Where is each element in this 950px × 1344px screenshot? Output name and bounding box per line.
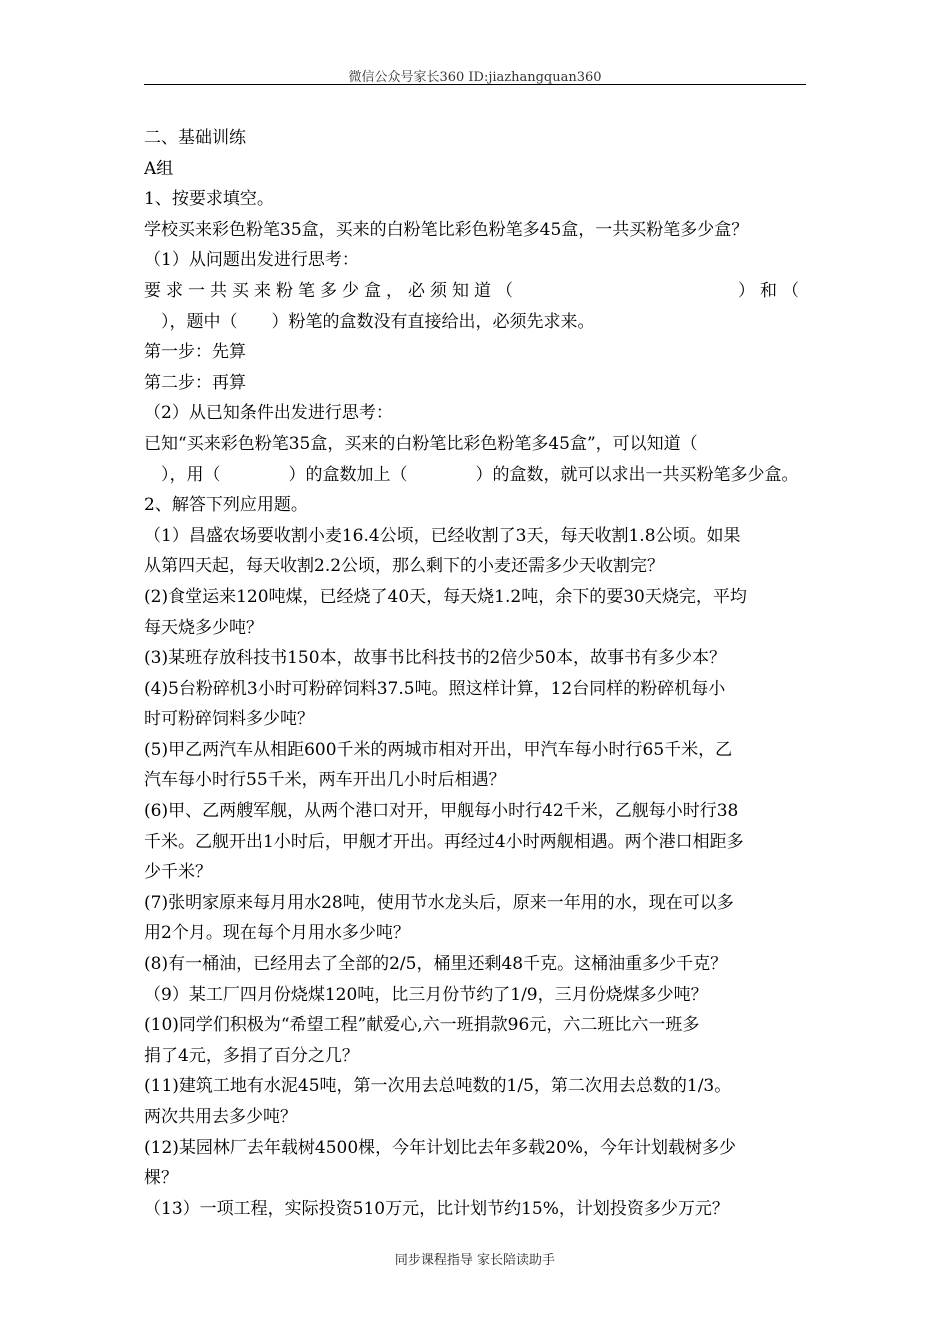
- question-text: 千米。乙舰开出1小时后，甲舰才开出。再经过4小时两舰相遇。两个港口相距多: [144, 831, 744, 852]
- question-text: 棵？: [144, 1168, 178, 1189]
- question-text: （9）某工厂四月份烧煤120吨，比三月份节约了1/9，三月份烧煤多少吨？: [144, 984, 708, 1005]
- question-text: (11)建筑工地有水泥45吨，第一次用去总吨数的1/5，第二次用去总数的1/3。: [144, 1076, 732, 1097]
- question-text: (2)食堂运来120吨煤，已经烧了40天，每天烧1.2吨，余下的要30天烧完，平均: [144, 586, 747, 607]
- page-footer: 同步课程指导 家长陪读助手: [394, 1253, 556, 1268]
- question-text: 用2个月。现在每个月用水多少吨？: [144, 923, 410, 944]
- question-text: （1）从问题出发进行思考：: [144, 250, 359, 271]
- question-text: 汽车每小时行55千米，两车开出几小时后相遇？: [144, 770, 506, 791]
- question-text: （1）昌盛农场要收割小麦16.4公顷，已经收割了3天，每天收割1.8公顷。如果: [144, 525, 741, 546]
- question-text: (10)同学们积极为“希望工程”献爱心,六一班捐款96元，六二班比六一班多: [144, 1015, 700, 1036]
- question-text: （13）一项工程，实际投资510万元，比计划节约15%，计划投资多少万元？: [144, 1198, 729, 1219]
- header-divider: [144, 84, 806, 85]
- question-text: (8)有一桶油，已经用去了全部的2/5，桶里还剩48千克。这桶油重多少千克？: [144, 954, 728, 975]
- page-header: 微信公众号家长360 ID:jiazhangquan360: [348, 70, 602, 85]
- question-text: (5)甲乙两汽车从相距600千米的两城市相对开出，甲汽车每小时行65千米，乙: [144, 739, 733, 760]
- question-text: 每天烧多少吨？: [144, 617, 263, 638]
- group-label: A组: [144, 158, 174, 179]
- question-heading: 2、解答下列应用题。: [144, 495, 308, 516]
- question-text: (3)某班存放科技书150本，故事书比科技书的2倍少50本，故事书有多少本？: [144, 648, 726, 669]
- question-text: 时可粉碎饲料多少吨？: [144, 709, 314, 730]
- question-text: 从第四天起，每天收割2.2公顷，那么剩下的小麦还需多少天收割完？: [144, 556, 665, 577]
- question-text: 少千米？: [144, 862, 212, 883]
- document-body: [144, 123, 808, 1224]
- question-text: （2）从已知条件出发进行思考：: [144, 403, 393, 424]
- question-text: (6)甲、乙两艘军舰，从两个港口对开，甲舰每小时行42千米，乙舰每小时行38: [144, 801, 739, 822]
- question-text: 捐了4元，多捐了百分之几？: [144, 1045, 359, 1066]
- question-text: ），题中（ ）粉笔的盒数没有直接给出，必须先求来。: [144, 311, 595, 332]
- section-title: 二、基础训练: [144, 128, 246, 148]
- question-heading: 1、按要求填空。: [144, 189, 274, 210]
- question-text: 第二步：再算: [144, 372, 246, 393]
- question-text: (12)某园林厂去年载树4500棵，今年计划比去年多载20%，今年计划载树多少: [144, 1137, 736, 1158]
- question-text: (7)张明家原来每月用水28吨，使用节水龙头后，原来一年用的水，现在可以多: [144, 892, 734, 913]
- question-text: (4)5台粉碎机3小时可粉碎饲料37.5吨。照这样计算，12台同样的粉碎机每小: [144, 678, 726, 699]
- question-text: ），用（ ）的盒数加上（ ）的盒数，就可以求出一共买粉笔多少盒。: [144, 464, 799, 485]
- question-text: 第一步：先算: [144, 342, 246, 363]
- question-text: 学校买来彩色粉笔35盒，买来的白粉笔比彩色粉笔多45盒，一共买粉笔多少盒？: [144, 219, 749, 240]
- question-text: 已知“买来彩色粉笔35盒，买来的白粉笔比彩色粉笔多45盒”，可以知道（: [144, 433, 698, 454]
- question-text: 要求一共买来粉笔多少盒，必须知道（ ）和（: [144, 280, 804, 301]
- question-text: 两次共用去多少吨？: [144, 1107, 297, 1127]
